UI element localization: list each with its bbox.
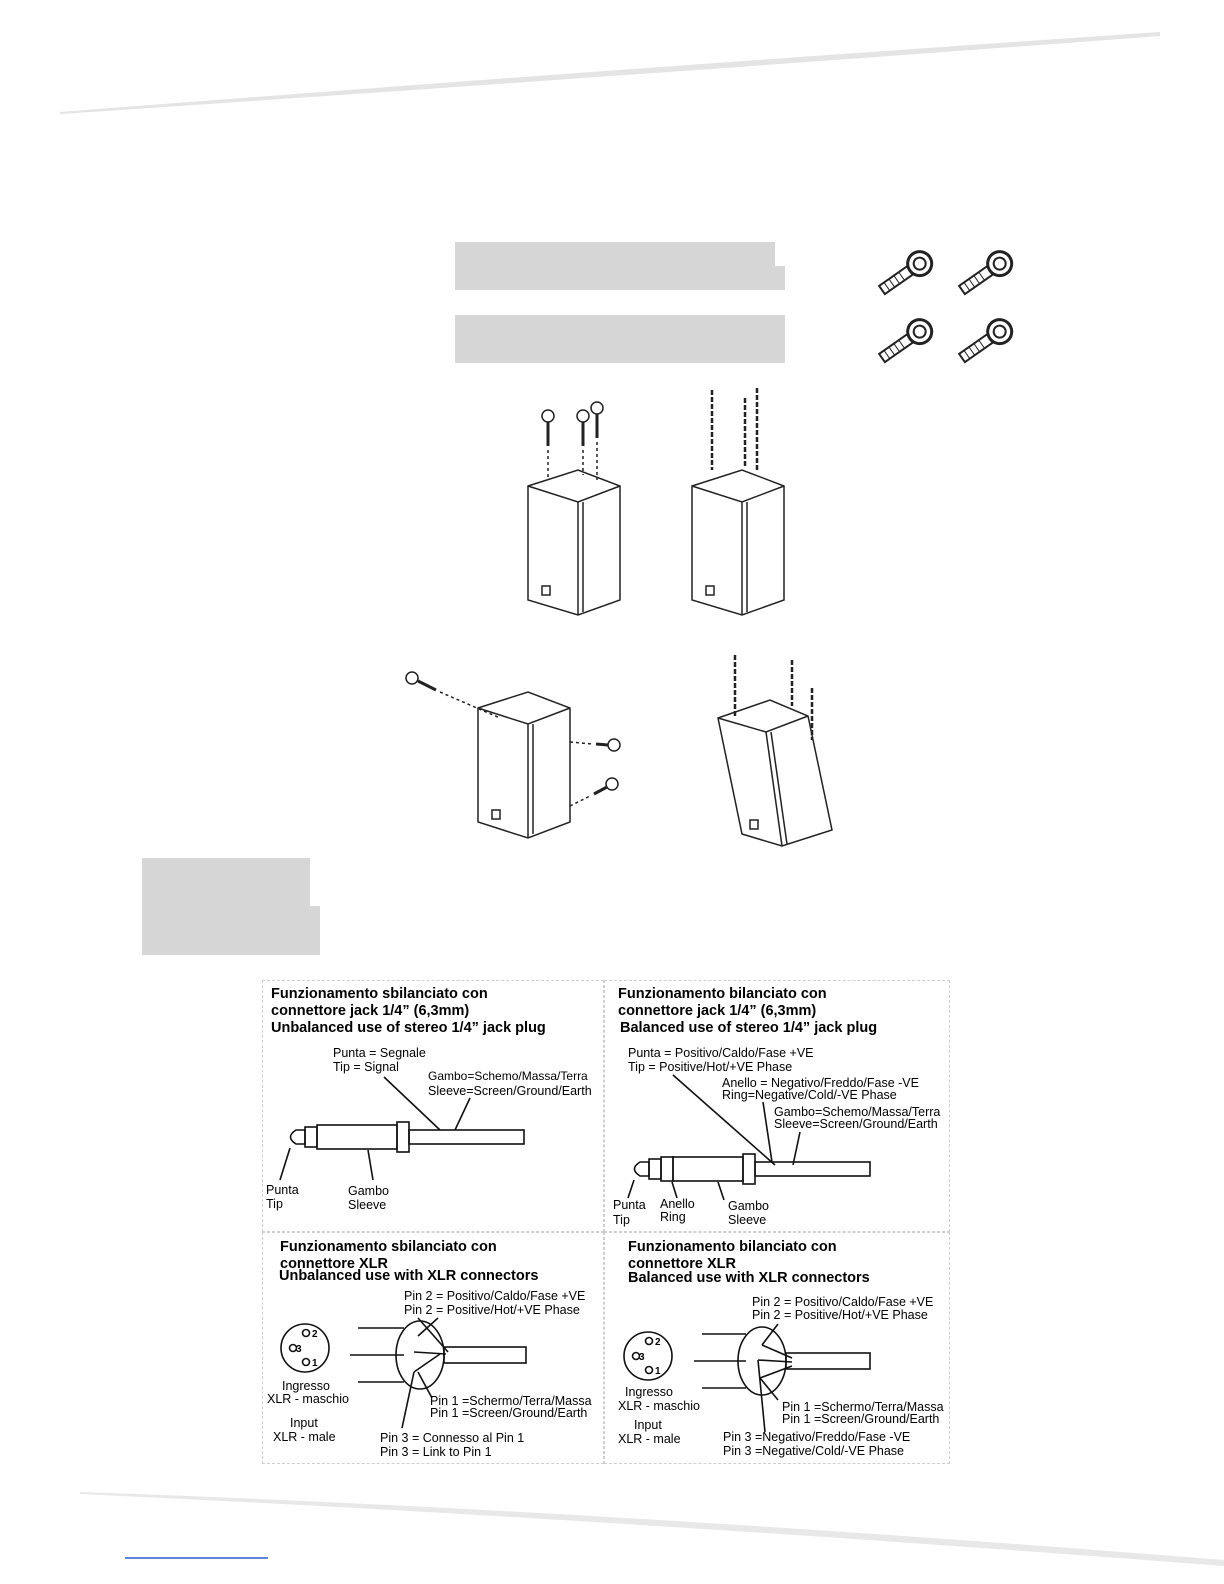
xlr-balanced-title-it-2: connettore XLR (628, 1256, 736, 1272)
xlr-balanced-pin1-en: Pin 1 =Screen/Ground/Earth (782, 1412, 940, 1426)
xlr-balanced-n3: 3 (639, 1352, 645, 1363)
jack-balanced-ring: Ring (660, 1210, 686, 1224)
xlr-balanced-n2: 2 (655, 1337, 661, 1348)
jack-balanced-title-it-1: Funzionamento bilanciato con (618, 986, 827, 1002)
xlr-balanced-pin1-it: Pin 1 =Schermo/Terra/Massa (782, 1400, 944, 1414)
xlr-balanced-pin3-it: Pin 3 =Negativo/Freddo/Fase -VE (723, 1430, 911, 1444)
xlr-unbalanced-n2: 2 (312, 1329, 318, 1340)
xlr-unbalanced-pin2-it: Pin 2 = Positivo/Caldo/Fase +VE (404, 1289, 586, 1303)
jack-balanced-tip: Tip (613, 1213, 630, 1227)
jack-balanced-gambo: Gambo (728, 1199, 769, 1213)
xlr-unbalanced-title-it-2: connettore XLR (280, 1256, 388, 1272)
jack-balanced-tip-en: Tip = Positive/Hot/+VE Phase (628, 1060, 793, 1074)
jack-unbalanced-gambo: Gambo (348, 1184, 389, 1198)
jack-unbalanced-tip: Tip (266, 1197, 283, 1211)
jack-balanced-ring-en: Ring=Negative/Cold/-VE Phase (722, 1088, 897, 1102)
xlr-unbalanced-pin3-it: Pin 3 = Connesso al Pin 1 (380, 1431, 525, 1445)
xlr-unbalanced-title-en: Unbalanced use with XLR connectors (279, 1268, 539, 1284)
xlr-unbalanced-pin1-en: Pin 1 =Screen/Ground/Earth (430, 1406, 588, 1420)
xlr-unbalanced-pin3-en: Pin 3 = Link to Pin 1 (380, 1445, 492, 1459)
xlr-balanced-input-it-2: XLR - maschio (618, 1399, 700, 1413)
xlr-unbalanced-input-en-1: Input (290, 1416, 318, 1430)
xlr-balanced-input-en-1: Input (634, 1418, 662, 1432)
jack-balanced-title-it-2: connettore jack 1/4” (6,3mm) (618, 1003, 817, 1019)
jack-unbalanced-sleeve-it: Gambo=Schemo/Massa/Terra (428, 1069, 588, 1083)
jack-unbalanced-sleeve: Sleeve (348, 1198, 387, 1212)
xlr-balanced-title-it-1: Funzionamento bilanciato con (628, 1239, 837, 1255)
xlr-balanced-pin3-en: Pin 3 =Negative/Cold/-VE Phase (723, 1444, 905, 1458)
xlr-unbalanced-input-en-2: XLR - male (273, 1430, 336, 1444)
xlr-balanced-pin2-it: Pin 2 = Positivo/Caldo/Fase +VE (752, 1295, 934, 1309)
jack-unbalanced-tip-en: Tip = Signal (333, 1060, 399, 1074)
xlr-unbalanced-pin1-it: Pin 1 =Schermo/Terra/Massa (430, 1394, 592, 1408)
jack-unbalanced-title-en: Unbalanced use of stereo 1/4” jack plug (271, 1020, 546, 1036)
xlr-unbalanced-input-it-2: XLR - maschio (267, 1392, 349, 1406)
xlr-unbalanced-n3: 3 (296, 1344, 302, 1355)
jack-balanced-ring-it: Anello = Negativo/Freddo/Fase -VE (722, 1076, 919, 1090)
xlr-unbalanced-title-it-1: Funzionamento sbilanciato con (280, 1239, 497, 1255)
jack-unbalanced-title-it-1: Funzionamento sbilanciato con (271, 986, 488, 1002)
jack-unbalanced-tip-it: Punta = Segnale (333, 1046, 426, 1060)
jack-balanced-title-en: Balanced use of stereo 1/4” jack plug (620, 1020, 878, 1036)
jack-balanced-sleeve-it: Gambo=Schemo/Massa/Terra (774, 1105, 941, 1119)
jack-unbalanced-title-it-2: connettore jack 1/4” (6,3mm) (271, 1003, 470, 1019)
xlr-balanced-pin2-en: Pin 2 = Positive/Hot/+VE Phase (752, 1308, 928, 1322)
jack-balanced-sleeve: Sleeve (728, 1213, 767, 1227)
jack-balanced-punta: Punta (613, 1198, 646, 1212)
xlr-balanced-title-en: Balanced use with XLR connectors (628, 1270, 870, 1286)
jack-balanced-sleeve-en: Sleeve=Screen/Ground/Earth (774, 1117, 938, 1131)
xlr-balanced-input-en-2: XLR - male (618, 1432, 681, 1446)
jack-balanced-tip-it: Punta = Positivo/Caldo/Fase +VE (628, 1046, 814, 1060)
jack-unbalanced-sleeve-en: Sleeve=Screen/Ground/Earth (428, 1084, 592, 1098)
xlr-unbalanced-input-it-1: Ingresso (282, 1379, 330, 1393)
jack-unbalanced-punta: Punta (266, 1183, 299, 1197)
xlr-unbalanced-pin2-en: Pin 2 = Positive/Hot/+VE Phase (404, 1303, 580, 1317)
xlr-unbalanced-n1: 1 (312, 1358, 318, 1369)
xlr-balanced-input-it-1: Ingresso (625, 1385, 673, 1399)
xlr-balanced-n1: 1 (655, 1366, 661, 1377)
jack-balanced-anello: Anello (660, 1197, 695, 1211)
